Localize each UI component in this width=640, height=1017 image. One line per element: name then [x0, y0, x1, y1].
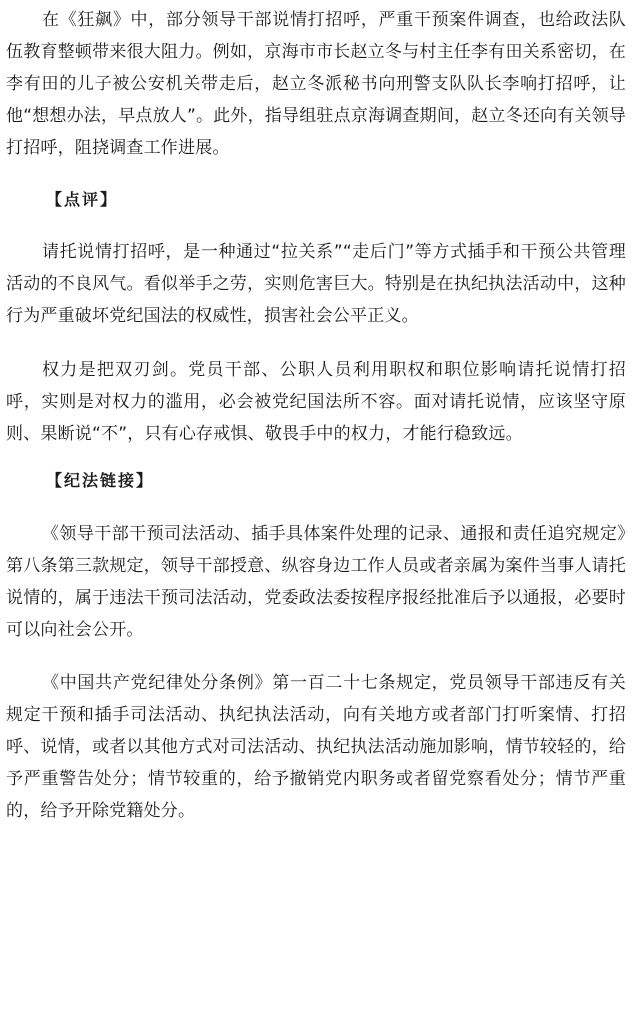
paragraph-case-description: 在《狂飙》中，部分领导干部说情打招呼，严重干预案件调查，也给政法队伍教育整顿带来很大阻力。例如，京海市市长赵立冬与村主任李有田关系密切，在李有田的儿子被公安机关带走后，赵立冬派秘书向刑警支队队长李响打招呼，让他“想想办法，早点放人”。此外，指导组驻点京海调查期间，赵立冬还向有关领导打招呼，阻挠调查工作进展。	[6, 10, 627, 158]
paragraph-regulation-2: 《中国共产党纪律处分条例》第一百二十七条规定，党员领导干部违反有关规定干预和插手司法活动、执纪执法活动，向有关地方或者部门打听案情、打招呼、说情，或者以其他方式对司法活动、执纪执法活动施加影响，情节较轻的，给予严重警告处分；情节较重的，给予撤销党内职务或者留党察看处分；情节严重的，给予开除党籍处分。	[6, 673, 626, 821]
paragraph-comment-1: 请托说情打招呼，是一种通过“拉关系”“走后门”等方式插手和干预公共管理活动的不良风气。看似举手之劳，实则危害巨大。特别是在执纪执法活动中，这种行为严重破坏党纪国法的权威性，损害社会公平正义。	[6, 242, 626, 326]
paragraph-comment-2: 权力是把双刃剑。党员干部、公职人员利用职权和职位影响请托说情打招呼，实则是对权力的滥用，必会被党纪国法所不容。面对请托说情，应该坚守原则、果断说“不”，只有心存戒惧、敬畏手中的权力，才能行稳致远。	[6, 360, 626, 444]
paragraph-regulation-1: 《领导干部干预司法活动、插手具体案件处理的记录、通报和责任追究规定》第八条第三款规定，领导干部授意、纵容身边工作人员或者亲属为案件当事人请托说情的，属于违法干预司法活动，党委政法委按程序报经批准后予以通报，必要时可以向社会公开。	[6, 524, 626, 640]
section-heading-comment: 【点评】	[46, 190, 119, 209]
section-heading-regulation-links: 【纪法链接】	[46, 471, 155, 490]
